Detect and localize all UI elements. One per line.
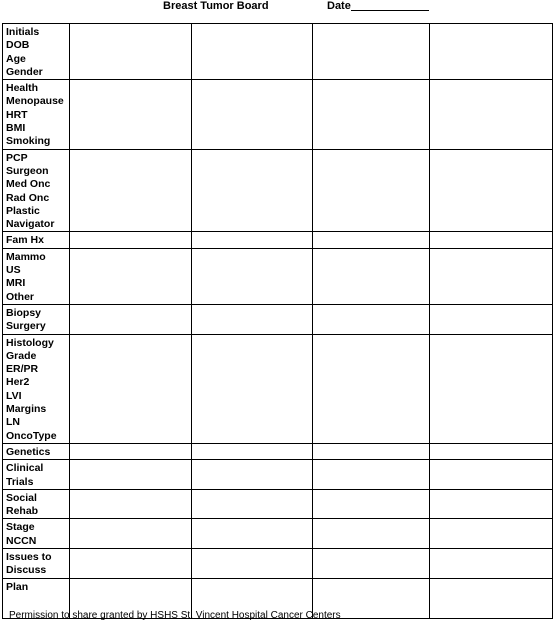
- case-entry-cell[interactable]: [430, 248, 553, 304]
- board-row: [3, 334, 553, 443]
- case-entry-cell[interactable]: [192, 548, 313, 578]
- case-entry-cell[interactable]: [313, 443, 430, 459]
- row-label: OncoType: [6, 429, 57, 442]
- board-row: [3, 489, 553, 519]
- case-entry-cell[interactable]: [430, 304, 553, 334]
- row-label: MRI: [6, 277, 26, 290]
- row-label: Plastic: [6, 204, 40, 217]
- row-label: Rad Onc: [6, 191, 50, 204]
- row-label: Age: [6, 52, 26, 65]
- case-entry-cell[interactable]: [430, 443, 553, 459]
- row-label: Mammo: [6, 250, 46, 263]
- row-label-cell: [3, 248, 70, 304]
- form-title: Breast Tumor Board: [163, 0, 269, 12]
- row-label: Histology: [6, 336, 54, 349]
- case-entry-cell[interactable]: [313, 248, 430, 304]
- case-entry-cell[interactable]: [430, 460, 553, 490]
- case-entry-cell[interactable]: [192, 24, 313, 80]
- permission-footer: Permission to share granted by HSHS St. Vincent Hospital Cancer Centers: [9, 610, 341, 621]
- row-label: ER/PR: [6, 363, 39, 376]
- case-entry-cell[interactable]: [70, 232, 192, 248]
- case-entry-cell[interactable]: [313, 80, 430, 149]
- row-label: BMI: [6, 122, 26, 135]
- case-entry-cell[interactable]: [313, 24, 430, 80]
- case-entry-cell[interactable]: [313, 489, 430, 519]
- case-entry-cell[interactable]: [192, 80, 313, 149]
- case-entry-cell[interactable]: [430, 334, 553, 443]
- board-row: [3, 24, 553, 80]
- row-label: Plan: [6, 580, 29, 593]
- row-label: Initials: [6, 26, 40, 38]
- case-entry-cell[interactable]: [430, 578, 553, 618]
- case-entry-cell[interactable]: [70, 248, 192, 304]
- row-label: Gender: [6, 65, 43, 78]
- row-label: Stage: [6, 521, 35, 534]
- case-entry-cell[interactable]: [70, 24, 192, 80]
- row-label: Surgeon: [6, 164, 49, 177]
- board-row: [3, 443, 553, 459]
- case-entry-cell[interactable]: [430, 24, 553, 80]
- row-label: Her2: [6, 376, 30, 389]
- row-label-cell: [3, 304, 70, 334]
- case-entry-cell[interactable]: [313, 519, 430, 549]
- case-entry-cell[interactable]: [70, 489, 192, 519]
- case-entry-cell[interactable]: [430, 80, 553, 149]
- board-row: [3, 149, 553, 232]
- row-label-cell: [3, 519, 70, 549]
- row-label: Smoking: [6, 135, 51, 148]
- case-entry-cell[interactable]: [70, 334, 192, 443]
- case-entry-cell[interactable]: [192, 443, 313, 459]
- case-entry-cell[interactable]: [313, 548, 430, 578]
- board-row: [3, 460, 553, 490]
- case-entry-cell[interactable]: [430, 548, 553, 578]
- case-entry-cell[interactable]: [192, 334, 313, 443]
- case-entry-cell[interactable]: [313, 149, 430, 232]
- row-label: US: [6, 264, 21, 277]
- case-entry-cell[interactable]: [70, 443, 192, 459]
- row-label: Grade: [6, 349, 37, 362]
- row-label: NCCN: [6, 534, 37, 547]
- case-entry-cell[interactable]: [192, 460, 313, 490]
- date-label: Date: [327, 0, 351, 12]
- row-label: LN: [6, 416, 20, 429]
- case-entry-cell[interactable]: [70, 548, 192, 578]
- row-label: Med Onc: [6, 178, 51, 191]
- row-label: Surgery: [6, 320, 46, 333]
- row-label-cell: [3, 548, 70, 578]
- case-entry-cell[interactable]: [313, 334, 430, 443]
- row-label: LVI: [6, 389, 22, 402]
- row-label: Trials: [6, 475, 34, 488]
- row-label: Biopsy: [6, 306, 42, 319]
- case-entry-cell[interactable]: [192, 248, 313, 304]
- case-entry-cell[interactable]: [70, 460, 192, 490]
- row-label: Rehab: [6, 505, 39, 518]
- tumor-board-table: [2, 23, 553, 619]
- case-entry-cell[interactable]: [70, 80, 192, 149]
- case-entry-cell[interactable]: [430, 232, 553, 248]
- row-label: Issues to: [6, 550, 52, 563]
- row-label: Fam Hx: [6, 234, 44, 247]
- row-label-cell: [3, 24, 70, 80]
- row-label: Genetics: [6, 445, 51, 458]
- row-label: Other: [6, 290, 35, 303]
- case-entry-cell[interactable]: [430, 519, 553, 549]
- row-label: Menopause: [6, 95, 64, 108]
- row-label-cell: [3, 149, 70, 232]
- case-entry-cell[interactable]: [313, 304, 430, 334]
- case-entry-cell[interactable]: [192, 304, 313, 334]
- row-label-cell: [3, 80, 70, 149]
- case-entry-cell[interactable]: [313, 460, 430, 490]
- case-entry-cell[interactable]: [192, 489, 313, 519]
- row-label: Social: [6, 491, 37, 504]
- board-row: [3, 232, 553, 248]
- row-label: PCP: [6, 151, 28, 164]
- case-entry-cell[interactable]: [70, 519, 192, 549]
- case-entry-cell[interactable]: [70, 149, 192, 232]
- row-label: Health: [6, 82, 39, 95]
- board-row: [3, 304, 553, 334]
- case-entry-cell[interactable]: [430, 489, 553, 519]
- board-row: [3, 248, 553, 304]
- case-entry-cell[interactable]: [192, 149, 313, 232]
- row-label-cell: [3, 460, 70, 490]
- row-label: Clinical: [6, 462, 44, 475]
- board-row: [3, 519, 553, 549]
- row-label: DOB: [6, 39, 30, 52]
- row-label: Discuss: [6, 564, 47, 577]
- row-label-cell: [3, 334, 70, 443]
- row-label: Margins: [6, 403, 47, 416]
- row-label: HRT: [6, 108, 28, 121]
- case-entry-cell[interactable]: [70, 304, 192, 334]
- row-label-cell: [3, 232, 70, 248]
- case-entry-cell[interactable]: [192, 519, 313, 549]
- row-label: Navigator: [6, 218, 55, 231]
- row-label-cell: [3, 489, 70, 519]
- row-label-cell: [3, 443, 70, 459]
- board-row: [3, 80, 553, 149]
- board-row: [3, 548, 553, 578]
- case-entry-cell[interactable]: [430, 149, 553, 232]
- date-field[interactable]: [327, 0, 429, 12]
- case-entry-cell[interactable]: [192, 232, 313, 248]
- case-entry-cell[interactable]: [313, 232, 430, 248]
- date-blank-line[interactable]: [351, 0, 429, 11]
